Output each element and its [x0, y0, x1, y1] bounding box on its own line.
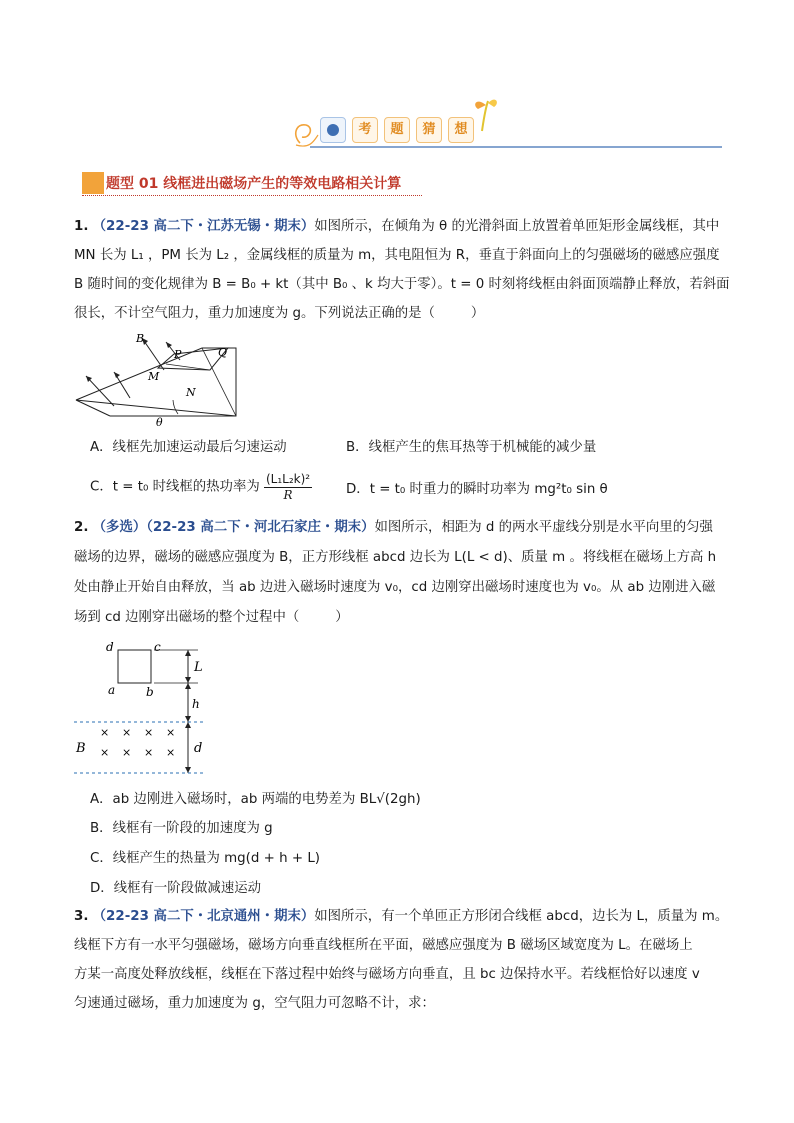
question-text-line: 很长，不计空气阻力，重力加速度为 g。下列说法正确的是（: [74, 306, 435, 321]
field-cross: ×: [122, 746, 132, 759]
question-text-line: B 随时间的变化规律为 B = B₀ + kt（其中 B₀ 、k 均大于零）。t = 0 时刻将线框由斜面顶端静止释放，若斜面: [74, 277, 730, 292]
figure-label: L: [194, 660, 203, 675]
question-text-line: 处由静止开始自由释放，当 ab 边进入磁场时速度为 v₀，cd 边刚穿出磁场时速度也为 v₀。从 ab 边刚进入磁: [74, 580, 716, 595]
question-text-line: 方某一高度处释放线框，线框在下落过程中始终与磁场方向垂直，且 bc 边保持水平。若线框恰好以速度 v: [74, 967, 700, 982]
option-c[interactable]: C．线框产生的热量为 mg(d + h + L): [90, 851, 321, 866]
field-cross: ×: [122, 726, 132, 739]
question-source: （22-23 高二下・河北石家庄・期末）: [146, 520, 375, 535]
figure-label: N: [186, 386, 196, 399]
option-a[interactable]: A．ab 边刚进入磁场时，ab 两端的电势差为 BL√(2gh): [90, 792, 421, 807]
figure-label: d: [194, 741, 203, 756]
banner-tile-4: 想: [448, 117, 474, 143]
option-c[interactable]: [90, 472, 312, 508]
section-marker: [82, 172, 104, 194]
question-text-line: 如图所示，有一个单匝正方形闭合线框 abcd，边长为 L，质量为 m。: [314, 909, 729, 924]
figure-incline: [70, 328, 250, 432]
field-cross: ×: [100, 726, 110, 739]
field-cross: ×: [166, 746, 176, 759]
figure-label: B: [136, 332, 145, 345]
option-b[interactable]: B．线框产生的焦耳热等于机械能的减少量: [346, 440, 597, 455]
fraction-denominator: R: [283, 488, 293, 502]
fraction: [264, 472, 312, 503]
option-c-text: C．t = t₀ 时线框的热功率为: [90, 479, 260, 495]
banner: [290, 95, 722, 155]
question-tag: （多选）: [92, 520, 147, 535]
question-source: （22-23 高二下・江苏无锡・期末）: [92, 219, 315, 234]
banner-tile-1: 考: [352, 117, 378, 143]
question-text-line: 线框下方有一水平匀强磁场，磁场方向垂直线框所在平面，磁感应强度为 B 磁场区域宽度为 L。在磁场上: [74, 938, 693, 953]
figure-label: a: [108, 683, 116, 697]
section-heading: 题型 01 线框进出磁场产生的等效电路相关计算: [106, 176, 402, 192]
question-text-line: 匀速通过磁场，重力加速度为 g，空气阻力可忽略不计，求：: [74, 996, 435, 1011]
figure-label: M: [148, 370, 160, 383]
question-text-line: 如图所示，在倾角为 θ 的光滑斜面上放置着单匝矩形金属线框，其中: [314, 219, 720, 234]
question-number: 3.: [74, 909, 89, 924]
question-text-line: 如图所示，相距为 d 的两水平虚线分别是水平向里的匀强: [374, 520, 713, 535]
banner-tile-3: 猜: [416, 117, 442, 143]
field-cross: ×: [144, 746, 154, 759]
question-source: （22-23 高二下・北京通州・期末）: [92, 909, 315, 924]
option-d[interactable]: D．t = t₀ 时重力的瞬时功率为 mg²t₀ sin θ: [346, 482, 608, 497]
figure-label: d: [106, 640, 114, 654]
globe-icon: [327, 124, 339, 136]
figure-label: Q: [218, 346, 228, 359]
fraction-numerator: (L₁L₂k)²: [266, 472, 311, 486]
field-cross: ×: [100, 746, 110, 759]
option-a[interactable]: A．线框先加速运动最后匀速运动: [90, 440, 287, 455]
figure-loop-field: [70, 636, 230, 778]
figure-label: θ: [156, 416, 163, 429]
question-text-line: 场到 cd 边刚穿出磁场的整个过程中（: [74, 610, 300, 625]
figure-label: b: [146, 685, 154, 699]
question-number: 2.: [74, 520, 89, 535]
question-text-line: 磁场的边界，磁场的磁感应强度为 B，正方形线框 abcd 边长为 L(L < d)、质量 m 。将线框在磁场上方高 h: [74, 550, 717, 565]
field-cross: ×: [166, 726, 176, 739]
question-number: 1.: [74, 219, 89, 234]
option-d[interactable]: D．线框有一阶段做减速运动: [90, 881, 261, 896]
field-cross: ×: [144, 726, 154, 739]
banner-tile-2: 题: [384, 117, 410, 143]
question-text-line: MN 长为 L₁ ，PM 长为 L₂ ，金属线框的质量为 m，其电阻恒为 R，垂直于斜面向上的匀强磁场的磁感应强度: [74, 248, 720, 263]
option-b[interactable]: B．线框有一阶段的加速度为 g: [90, 821, 273, 836]
section-underline: [82, 195, 422, 196]
figure-label: h: [192, 697, 200, 711]
banner-tile-icon: [320, 117, 346, 143]
figure-label: c: [154, 640, 161, 654]
question-bracket: ）: [470, 306, 485, 321]
question-bracket: ）: [335, 610, 349, 625]
figure-label: P: [174, 348, 182, 361]
figure-label: B: [76, 741, 86, 756]
